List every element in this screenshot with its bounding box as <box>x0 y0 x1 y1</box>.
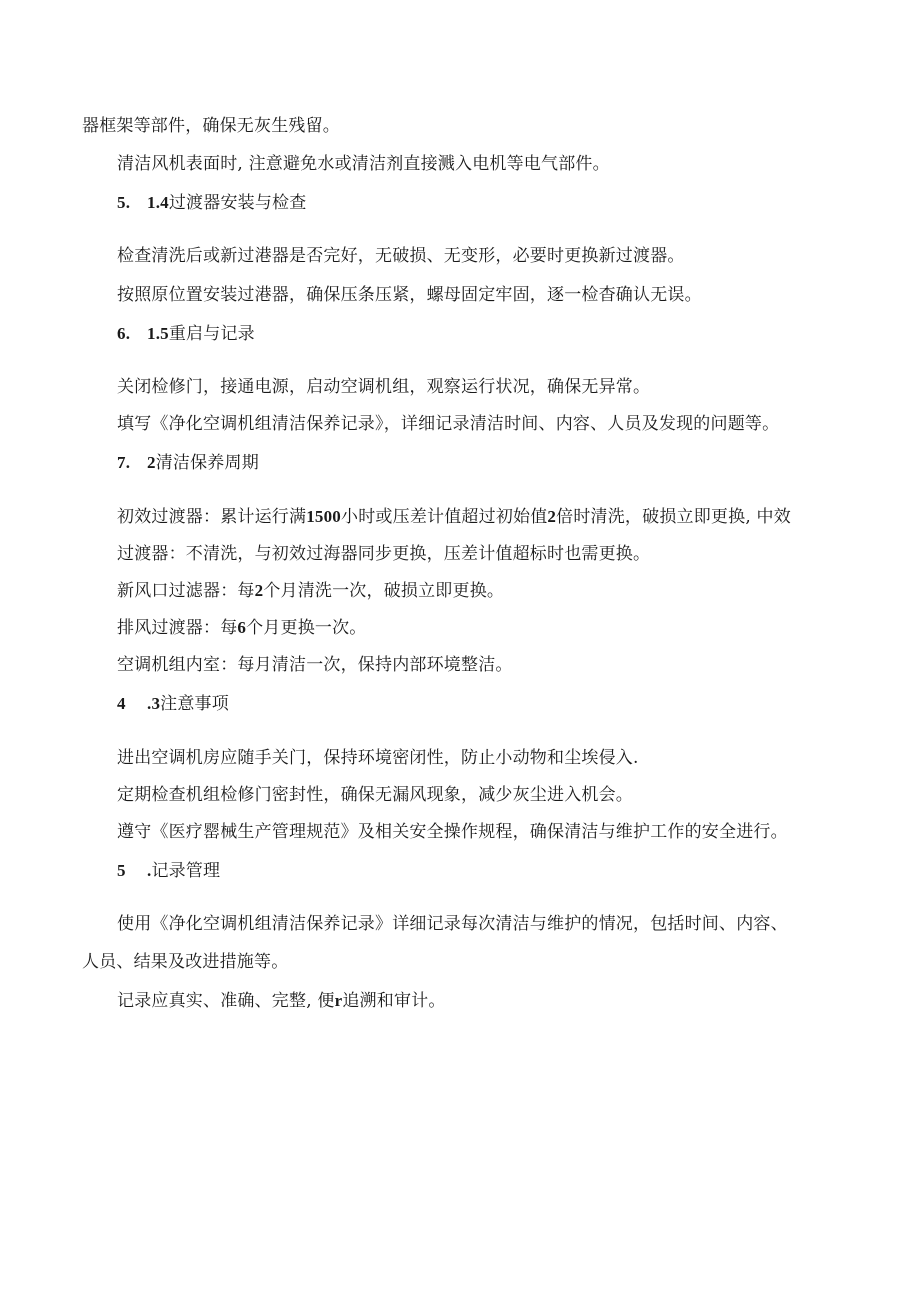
section-heading-5-records <box>117 860 220 882</box>
text-line: 检查清洗后或新过港器是否完好，无破损、无变形，必要时更换新过渡器。 <box>117 246 685 266</box>
heading-subnumber: 1.4 <box>147 193 169 212</box>
text-line <box>117 617 367 639</box>
heading-title: 过渡器安装与检查 <box>168 193 307 213</box>
text-line: 空调机组内室：每月清洁一次，保持内部环境整洁。 <box>117 655 513 675</box>
text-segment: 排风过渡器：每 <box>117 618 238 638</box>
text-line: 遵守《医疗罂械生产管理规范》及相关安全操作规程，确保清洁与维护工作的安全进行。 <box>117 822 788 842</box>
heading-subnumber: . <box>147 861 152 880</box>
text-segment: 记录应真实、准确、完整, 便 <box>117 991 335 1011</box>
text-line: 定期检查机组检修门密封性，确保无漏风现象，减少灰尘进入机会。 <box>117 785 633 805</box>
text-segment: 倍时清洗，破损立即更换, 中效 <box>556 507 791 527</box>
text-segment: 个月清洗一次，破损立即更换。 <box>263 581 505 601</box>
heading-title: 重启与记录 <box>168 324 255 344</box>
text-segment: 个月更换一次。 <box>246 618 367 638</box>
text-line <box>117 506 791 528</box>
section-heading-6-1-5 <box>117 323 255 345</box>
number-value: 1500 <box>306 507 342 526</box>
text-line: 使用《净化空调机组清洁保养记录》详细记录每次清洁与维护的情况，包括时间、内容、 <box>117 914 788 934</box>
section-heading-5-1-4 <box>117 192 306 214</box>
heading-number: 6. <box>117 324 131 343</box>
section-heading-4-3 <box>117 693 229 715</box>
text-segment: 新风口过滤器：每 <box>117 581 255 601</box>
text-line: 填写《净化空调机组清洁保养记录》，详细记录清洁时间、内容、人员及发现的问题等。 <box>117 414 780 434</box>
text-line: 关闭检修门，接通电源，启动空调机组，观察运行状况，确保无异常。 <box>117 377 651 397</box>
text-line <box>117 580 504 602</box>
heading-title: 清洁保养周期 <box>155 453 259 473</box>
heading-subnumber: 2 <box>147 453 156 472</box>
text-line: 人员、结果及改进措施等。 <box>82 952 289 972</box>
text-segment: 小时或压差计值超过初始值 <box>341 507 548 527</box>
text-segment: 追溯和审计。 <box>342 991 446 1011</box>
text-line: 按照原位置安装过港器，确保压条压紧，螺母固定牢固，逐一检杳确认无误。 <box>117 285 702 305</box>
section-heading-7-2 <box>117 452 259 474</box>
text-line: 进出空调机房应随手关门，保持环境密闭性，防止小动物和尘埃侵入. <box>117 748 639 768</box>
heading-title: 记录管理 <box>151 861 221 881</box>
heading-subnumber: 1.5 <box>147 324 169 343</box>
number-value: 2 <box>547 507 557 526</box>
heading-title: 注意事项 <box>160 694 229 714</box>
text-glyph: r <box>334 991 343 1010</box>
text-line: 过渡器：不清洗，与初效过海器同步更换，压差计值超标时也需更换。 <box>117 544 651 564</box>
text-line <box>117 990 446 1012</box>
heading-number: 5 <box>117 861 126 880</box>
heading-subnumber: .3 <box>147 694 161 713</box>
text-line: 器框架等部件，确保无灰生残留。 <box>82 116 340 136</box>
number-value: 2 <box>254 581 264 600</box>
text-segment: 初效过渡器：累计运行满 <box>117 507 307 527</box>
heading-number: 7. <box>117 453 131 472</box>
number-value: 6 <box>237 618 247 637</box>
heading-number: 4 <box>117 694 126 713</box>
heading-number: 5. <box>117 193 131 212</box>
text-line: 清洁风机表面时, 注意避免水或清洁剂直接溅入电机等电气部件。 <box>117 154 610 174</box>
